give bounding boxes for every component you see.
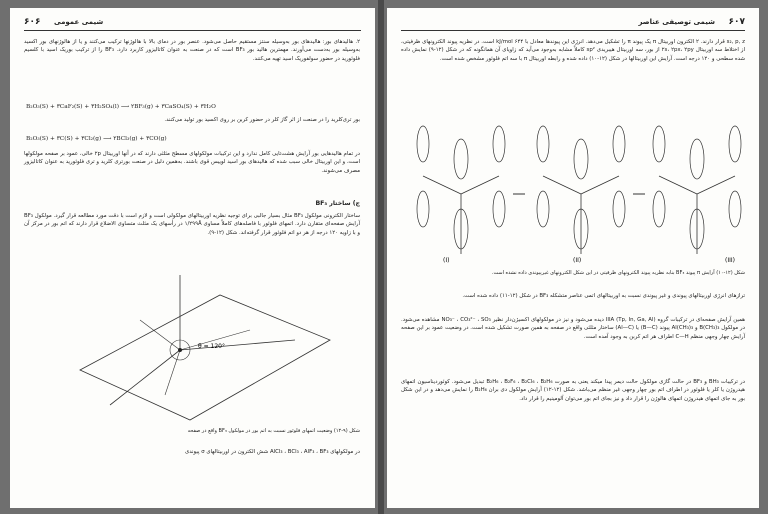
left-paragraph-1: ۲. هالیدهای بور: هالیدهای بور به‌وسیله سنتز مستقیم حاصل می‌شود. عنصر بور در دمای بالا با هالوژنها ترکیب می‌کنند و یا از هالوژنهای بور اکسید به‌وسیله بور به‌دست می‌آورند. مهمترین هالید بور BF₃ است که در صنعت به عنوان کاتالیزور کاربرد دارد. BF₃ را از ترکیب بوریک اسید با کلسیم فلوئورید در حضور سولفوریک اسید تهیه می‌کنند. bbox=[24, 39, 361, 62]
right-page-number: ۶۰۷ bbox=[728, 17, 745, 27]
book-gutter bbox=[378, 0, 384, 514]
structure-1 bbox=[417, 126, 505, 264]
structure-2-label: (II) bbox=[573, 257, 582, 264]
structure-3 bbox=[653, 126, 741, 264]
angle-label: θ = 120° bbox=[198, 343, 225, 350]
boron-atom bbox=[178, 348, 182, 352]
left-paragraph-4: ساختار الکترونی مولکول BF₃ مثال بسیار جالبی برای توجیه نظریه اوربیتالهای مولکولی است و لازم است با دقت مورد مطالعه قرار گیرد. مولکول BF₃ آرایش صفحه‌ای متقارن دارد. اتمهای فلوئور با فاصله‌های کاملاً مساوی ۱/۲۹۹Å در رأسهای یک مثلث متساوی الاضلاع قرار دارند که اتم بور در مرکز آن و با زاویه ۱۲۰ درجه از هر دو اتم فلوئور قرار گرفته‌اند. شکل (۱۲-۹). bbox=[24, 213, 361, 236]
right-paragraph-1: s₂, p, z قرار دارند. ۲ الکترون اوربیتال π یک پیوند π را تشکیل می‌دهد. انرژی این پیوندها معادل با ۶۴۴ kJ/mol است. در نظریه پیوند الکترونهای ظرفیتی، از اختلاط سه اوربیتال ۲s، ۲px، ۲py از بور، سه اوربیتال هیبریدی sp² کاملاً مشابه به‌وجود می‌آید که زاویای آن همانگونه که در شکل (۱۲-۹) نمایش داده شده سطحی و ۱۲۰ درجه است. آرایش این اوربیتالها در شکل (۱۲-۱۰) داده شده و رابطه اوربیتال π با سه اتم فلوئور مشخص شده است. bbox=[401, 39, 745, 62]
x-axis bbox=[110, 350, 180, 405]
right-paragraph-3: همین آرایش صفحه‌ای در ترکیبات گروه IIIA (Tp, In, Ga, Al) دیده می‌شود و نیز در مولکولهای اکسیژن‌دار نظیر NO₃⁻ ، CO₃²⁻ ، SO₃ مشاهده می‌شود. در مولکول B(CH₃)₃ و Al(CH₃)₃ پیوند (B—C) یا (Al—C) ساختار مثلثی واقع در صفحه به همین صورت تشکیل شده است. در وضعیت عمود بر این صفحه آرایش چهار وجهی منظم C—H اطراف هر اتم کربن به وجود آمده است. bbox=[401, 317, 745, 340]
left-running-title: شیمی عمومی bbox=[54, 18, 104, 26]
equation-bf3: B₂O₃(S) + ۳CaF₂(S) + ۳H₂SO₄(l) ⟶ ۲BF₃(g) + ۳CaSO₄(S) + ۳H₂O bbox=[26, 104, 216, 110]
left-page-number: ۶۰۶ bbox=[24, 17, 41, 27]
structure-1-label: (I) bbox=[443, 257, 450, 264]
left-header bbox=[24, 16, 361, 31]
right-paragraph-4: در ترکیبات BH₃ و BF₃ در حالت گازی مولکول حالت دیمر پیدا میکند یعنی به صورت B₂H₆ ، B₂F₆ ، B₂Cl₆ ، B₂H₆ تبدیل می‌شود. کوئوردیناسیون اتمهای هیدروژن یا کلر یا فلوئور در اطراف اتم بور چهار وجهی غیر منظم می‌باشد. شکل (۱۲-۱۲) آرایش مولکول دی بران B₂H₆ را نمایش می‌دهد و در این شکل بور به جای اتمهای هیدروژن اتمهای هالوژن را قرار داد و نیز بجای اتم بور می‌توان آلومینیم را قرار داد. bbox=[401, 379, 746, 402]
left-page bbox=[10, 8, 375, 508]
molecular-plane bbox=[80, 295, 330, 420]
left-paragraph-2: بور تری‌کلرید را در صنعت از اثر گاز کلر در حضور کربن بر روی اکسید بور تولید می‌کنند. bbox=[164, 117, 360, 123]
structure-3-label: (III) bbox=[725, 257, 735, 264]
equation-bcl3: B₂O₃(S) + ۳C(S) + ۳Cl₂(g) ⟶ ۲BCl₃(g) + ۳CO(g) bbox=[26, 136, 167, 142]
right-figure-caption: شکل (۱۲-۱۰) آرایش π پیوند BF₃ بنابه نظریه پیوند الکترونهای ظرفیتی در این شکل الکترونهای غیرپیوندی داده نشده است. bbox=[491, 270, 745, 276]
right-header bbox=[401, 16, 745, 31]
left-figure-caption: شکل (۹-۱۲) وضعیت اتمهای فلوئور نسبت به اتم بور در مولکول BF₃ واقع در صفحه bbox=[187, 428, 360, 434]
right-page bbox=[387, 8, 759, 508]
section-heading-bf3-structure: ج) ساختار BF₃ bbox=[315, 200, 360, 207]
right-paragraph-2: ترازهای انرژی اوربیتالهای پیوندی و غیر پیوندی نسبت به اوربیتالهای اتمی عناصر متشکله BF₃ در شکل (۱۲-۱۱) داده شده است. bbox=[462, 293, 745, 299]
left-paragraph-3: در تمام هالیدهایی بور آرایش هشت‌تایی کامل ندارد و این ترکیبات مولکولهای مسطح مثلثی دارند که در آنها اوربیتال ۲p خالی، عمود بر صفحه مولکولها است، و این اوربیتال خالی سبب شده که هالیدهای بور اسید لوییس قوی باشند. به‌همین دلیل در صنعت بورتری کلرید و تری فلوئورید به عنوان کاتالیزور مصرف می‌شوند. bbox=[24, 151, 360, 174]
structure-2 bbox=[537, 126, 625, 264]
pi-bonding-figure bbox=[401, 114, 745, 264]
left-paragraph-5: در مولکولهای AlCl₃ ، BCl₃ ، AlF₃ ، BF₃ شش الکترون در اوربیتالهای σ پیوندی bbox=[185, 449, 360, 455]
right-running-title: شیمی توصیفی عناصر bbox=[638, 18, 715, 26]
bf3-axes-figure bbox=[40, 270, 340, 425]
